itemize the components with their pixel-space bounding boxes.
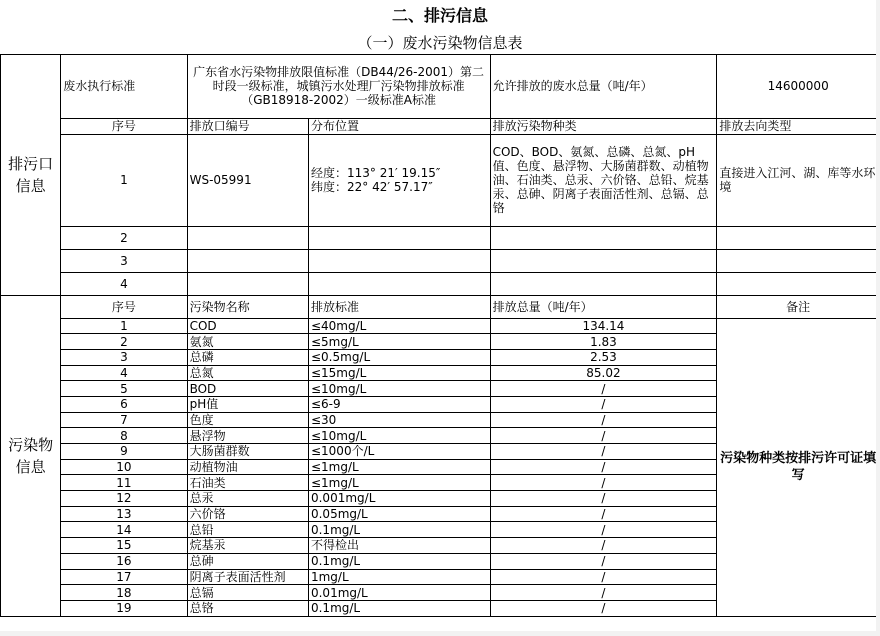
pollutant-name: 阴离子表面活性剂 <box>187 569 308 585</box>
pollutant-total: 2.53 <box>490 349 717 365</box>
column-header: 排放标准 <box>308 295 490 318</box>
table-subtitle: （一）废水污染物信息表 <box>357 33 523 52</box>
pollutant-total: / <box>490 444 717 460</box>
pollutant-no: 15 <box>61 538 187 554</box>
outlet-pollutants <box>490 249 717 272</box>
pollutant-no: 18 <box>61 585 187 601</box>
pollutant-standard: 1mg/L <box>308 569 490 585</box>
outlet-longitude: 经度：113° 21′ 19.15″ <box>310 166 441 180</box>
pollutant-total: / <box>490 553 717 569</box>
standard-text: 广东省水污染物排放限值标准（DB44/26-2001）第二时段一级标准，城镇污水处理厂污染物排放标准（GB18918-2002）一级标准A标准 <box>187 54 490 118</box>
pollutant-standard: ≤1mg/L <box>308 459 490 475</box>
pollutant-standard: ≤6-9 <box>308 396 490 412</box>
pollutant-no: 11 <box>61 475 187 491</box>
pollutant-name: BOD <box>187 381 308 397</box>
outlet-destination <box>717 272 880 295</box>
pollutant-no: 9 <box>61 444 187 460</box>
page-title: 二、排污信息 <box>391 6 488 25</box>
column-header: 排放总量（吨/年） <box>490 295 717 318</box>
pollutant-total: 134.14 <box>490 318 717 334</box>
pollutant-name: 悬浮物 <box>187 428 308 444</box>
pollutant-total: 85.02 <box>490 365 717 381</box>
column-header: 备注 <box>717 295 880 318</box>
pollutant-section-label: 污染物信息 <box>1 295 61 616</box>
outlet-pollutants <box>490 226 717 249</box>
pollutant-standard: ≤10mg/L <box>308 381 490 397</box>
pollutant-name: 总汞 <box>187 491 308 507</box>
outlet-pollutants <box>490 272 717 295</box>
pollutant-no: 16 <box>61 553 187 569</box>
outlet-section-label: 排污口信息 <box>1 54 61 295</box>
standard-label: 废水执行标准 <box>61 54 187 118</box>
pollutant-total: / <box>490 428 717 444</box>
pollutant-name: 总氮 <box>187 365 308 381</box>
pollutant-name: 总砷 <box>187 553 308 569</box>
column-header: 序号 <box>61 118 187 134</box>
outlet-code <box>187 226 308 249</box>
pollutant-standard: ≤30 <box>308 412 490 428</box>
table-row <box>1 226 880 249</box>
pollutant-standard: ≤15mg/L <box>308 365 490 381</box>
pollutant-no: 5 <box>61 381 187 397</box>
pollutant-standard: 0.05mg/L <box>308 506 490 522</box>
pollutant-header-row <box>1 295 880 318</box>
pollutant-standard: ≤0.5mg/L <box>308 349 490 365</box>
pollutant-standard: 0.001mg/L <box>308 491 490 507</box>
pollutant-no: 3 <box>61 349 187 365</box>
pollutant-name: 六价铬 <box>187 506 308 522</box>
total-wastewater-value: 14600000 <box>717 54 880 118</box>
outlet-no: 1 <box>61 134 187 226</box>
pollutant-no: 6 <box>61 396 187 412</box>
outlet-code <box>187 272 308 295</box>
pollutant-no: 8 <box>61 428 187 444</box>
pollutant-no: 13 <box>61 506 187 522</box>
column-header: 序号 <box>61 295 187 318</box>
column-header: 污染物名称 <box>187 295 308 318</box>
pollutant-name: 总铅 <box>187 522 308 538</box>
outlet-destination <box>717 226 880 249</box>
pollutant-total: / <box>490 600 717 616</box>
pollutant-name: 动植物油 <box>187 459 308 475</box>
pollutant-standard: ≤5mg/L <box>308 334 490 350</box>
pollutant-no: 14 <box>61 522 187 538</box>
pollutant-total: / <box>490 381 717 397</box>
pollutant-no: 4 <box>61 365 187 381</box>
pollutant-standard: ≤40mg/L <box>308 318 490 334</box>
pollutant-total: / <box>490 459 717 475</box>
pollutant-name: 色度 <box>187 412 308 428</box>
table-row <box>1 318 880 334</box>
pollutant-total: 1.83 <box>490 334 717 350</box>
pollutant-total: / <box>490 475 717 491</box>
outlet-destination: 直接进入江河、湖、库等水环境 <box>717 134 880 226</box>
pollutant-standard: ≤1mg/L <box>308 475 490 491</box>
remark-note: 污染物种类按排污许可证填写 <box>717 318 880 616</box>
pollutant-standard: 0.1mg/L <box>308 522 490 538</box>
pollutant-total: / <box>490 538 717 554</box>
outlet-latitude: 纬度：22° 42′ 57.17″ <box>310 180 433 194</box>
pollutant-no: 7 <box>61 412 187 428</box>
pollutant-name: 大肠菌群数 <box>187 444 308 460</box>
column-header: 排放污染物种类 <box>490 118 717 134</box>
pollutant-standard: ≤1000个/L <box>308 444 490 460</box>
total-wastewater-label: 允许排放的废水总量（吨/年） <box>490 54 717 118</box>
pollutant-no: 10 <box>61 459 187 475</box>
column-header: 分布位置 <box>308 118 490 134</box>
pollutant-total: / <box>490 522 717 538</box>
pollutant-no: 17 <box>61 569 187 585</box>
pollutant-name: 总铬 <box>187 600 308 616</box>
pollutant-total: / <box>490 506 717 522</box>
pollutant-standard: ≤10mg/L <box>308 428 490 444</box>
outlet-header-row <box>1 118 880 134</box>
table-row <box>1 134 880 226</box>
pollutant-no: 2 <box>61 334 187 350</box>
table-row <box>1 272 880 295</box>
pollutant-name: 烷基汞 <box>187 538 308 554</box>
pollutant-no: 12 <box>61 491 187 507</box>
outlet-code <box>187 249 308 272</box>
column-header: 排放去向类型 <box>717 118 880 134</box>
outlet-no: 4 <box>61 272 187 295</box>
pollutant-total: / <box>490 412 717 428</box>
pollutant-name: COD <box>187 318 308 334</box>
outlet-location <box>308 134 490 226</box>
pollutant-no: 19 <box>61 600 187 616</box>
pollutant-standard: 不得检出 <box>308 538 490 554</box>
outlet-pollutants: COD、BOD、氨氮、总磷、总氮、pH值、色度、悬浮物、大肠菌群数、动植物油、石油类、总汞、六价铬、总铅、烷基汞、总砷、阴离子表面活性剂、总镉、总铬 <box>490 134 717 226</box>
pollutant-total: / <box>490 491 717 507</box>
sheet-gridline-area <box>0 631 880 636</box>
pollutant-total: / <box>490 585 717 601</box>
outlet-destination <box>717 249 880 272</box>
pollutant-no: 1 <box>61 318 187 334</box>
column-header: 排放口编号 <box>187 118 308 134</box>
outlet-location <box>308 249 490 272</box>
pollutant-name: 石油类 <box>187 475 308 491</box>
outlet-location <box>308 226 490 249</box>
pollutant-standard: 0.01mg/L <box>308 585 490 601</box>
table-row <box>1 249 880 272</box>
sheet-gridline-area <box>876 0 880 636</box>
pollutant-name: 氨氮 <box>187 334 308 350</box>
outlet-code: WS-05991 <box>187 134 308 226</box>
pollutant-standard: 0.1mg/L <box>308 600 490 616</box>
pollutant-name: 总磷 <box>187 349 308 365</box>
outlet-location <box>308 272 490 295</box>
pollutant-total: / <box>490 396 717 412</box>
pollutant-name: pH值 <box>187 396 308 412</box>
pollutant-name: 总镉 <box>187 585 308 601</box>
pollutant-total: / <box>490 569 717 585</box>
pollutant-standard: 0.1mg/L <box>308 553 490 569</box>
outlet-no: 2 <box>61 226 187 249</box>
outlet-no: 3 <box>61 249 187 272</box>
